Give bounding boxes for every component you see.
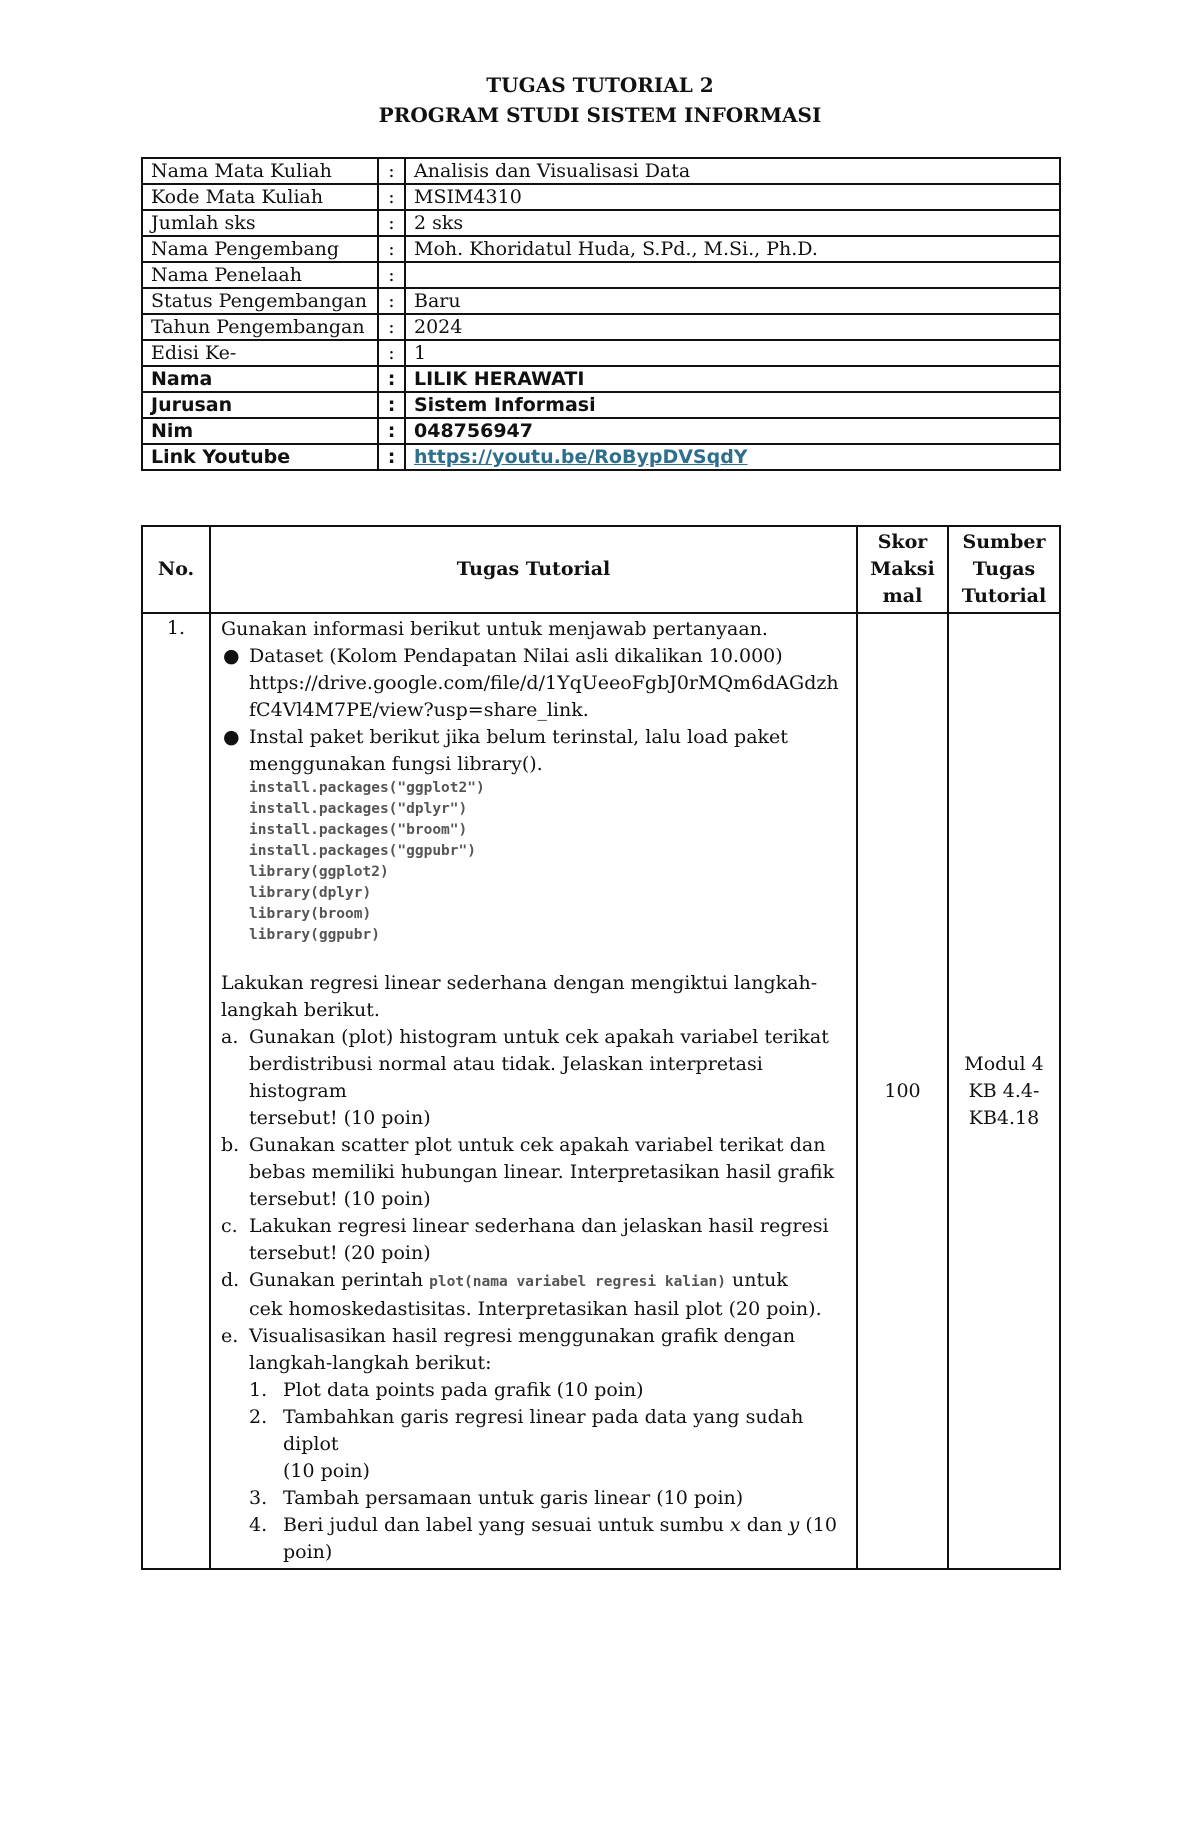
install-bullet — [221, 724, 848, 778]
code-line: library(ggpubr) — [249, 927, 380, 943]
steps-intro: Lakukan regresi linear sederhana dengan mengiktui langkah- — [221, 972, 818, 994]
step-c-line: Lakukan regresi linear sederhana dan jelaskan hasil regresi — [249, 1215, 829, 1237]
task-max-score: 100 — [857, 613, 948, 1569]
info-row-dev-year — [142, 314, 1060, 340]
step-e-4-pre: Beri judul dan label yang sesuai untuk sumbu — [283, 1514, 731, 1536]
info-row-edition — [142, 340, 1060, 366]
code-line: library(dplyr) — [249, 885, 372, 901]
info-colon: : — [378, 236, 405, 262]
step-e-line: langkah-langkah berikut: — [249, 1352, 492, 1374]
dataset-bullet — [221, 643, 848, 724]
header-source-line: Tutorial — [961, 585, 1047, 607]
info-value: 2 sks — [405, 210, 1060, 236]
task-intro: Gunakan informasi berikut untuk menjawab pertanyaan. — [221, 618, 768, 640]
info-colon: : — [378, 418, 405, 444]
step-a — [221, 1024, 848, 1132]
header-source-line: Sumber — [962, 531, 1046, 553]
info-row-developer — [142, 236, 1060, 262]
info-colon: : — [378, 210, 405, 236]
info-row-major — [142, 392, 1060, 418]
info-value: LILIK HERAWATI — [405, 366, 1060, 392]
step-marker: a. — [221, 1026, 239, 1048]
code-line: install.packages("ggpubr") — [249, 843, 476, 859]
info-row-dev-status — [142, 288, 1060, 314]
header-max-score-line: mal — [882, 585, 923, 607]
step-e-line: Visualisasikan hasil regresi menggunakan grafik dengan — [249, 1325, 796, 1347]
info-value: MSIM4310 — [405, 184, 1060, 210]
step-b-line: Gunakan scatter plot untuk cek apakah variabel terikat dan — [249, 1134, 826, 1156]
step-d-code: plot(nama variabel regresi kalian) — [429, 1274, 726, 1290]
dataset-url: https://drive.google.com/file/d/1YqUeeoFgbJ0rMQm6dAGdzh — [249, 672, 839, 694]
info-label: Nama Pengembang — [142, 236, 378, 262]
info-colon: : — [378, 444, 405, 470]
substep-marker: 4. — [249, 1514, 268, 1536]
info-value — [405, 262, 1060, 288]
info-colon: : — [378, 262, 405, 288]
info-colon: : — [378, 184, 405, 210]
header-max-score-line: Maksi — [870, 558, 935, 580]
bullet-icon: ● — [223, 726, 240, 748]
spacer — [221, 946, 848, 970]
info-label: Nim — [142, 418, 378, 444]
step-b-line: bebas memiliki hubungan linear. Interpretasikan hasil grafik — [249, 1161, 835, 1183]
step-e-4-line — [283, 1512, 848, 1539]
info-row-reviewer — [142, 262, 1060, 288]
step-c — [221, 1213, 848, 1267]
step-marker: d. — [221, 1269, 240, 1291]
info-row-credits — [142, 210, 1060, 236]
info-label: Nama — [142, 366, 378, 392]
title-line-1: TUGAS TUTORIAL 2 — [486, 73, 714, 97]
header-task: Tugas Tutorial — [210, 526, 857, 613]
install-text-cont: menggunakan fungsi library(). — [249, 753, 543, 775]
info-label: Edisi Ke- — [142, 340, 378, 366]
axis-y: y — [788, 1514, 800, 1536]
step-e — [221, 1323, 848, 1377]
step-e-2-line: Tambahkan garis regresi linear pada data yang sudah diplot — [283, 1406, 804, 1455]
info-colon: : — [378, 314, 405, 340]
task-number: 1. — [142, 613, 210, 1569]
info-colon: : — [378, 366, 405, 392]
info-row-course-code — [142, 184, 1060, 210]
step-d-line — [249, 1267, 848, 1296]
info-value: Baru — [405, 288, 1060, 314]
info-value: Sistem Informasi — [405, 392, 1060, 418]
info-value: 2024 — [405, 314, 1060, 340]
info-row-student-name — [142, 366, 1060, 392]
info-label: Status Pengembangan — [142, 288, 378, 314]
step-d-line: cek homoskedastisitas. Interpretasikan hasil plot (20 poin). — [249, 1298, 822, 1320]
header-source-line: Tugas — [972, 558, 1036, 580]
step-d-post: untuk — [725, 1269, 788, 1291]
task-source-line: Modul 4 — [964, 1052, 1044, 1075]
step-b — [221, 1132, 848, 1213]
info-row-youtube — [142, 444, 1060, 470]
step-e-3-line: Tambah persamaan untuk garis linear (10 poin) — [283, 1487, 744, 1509]
step-c-line: tersebut! (20 poin) — [249, 1242, 431, 1264]
code-line: install.packages("dplyr") — [249, 801, 468, 817]
install-text: Instal paket berikut jika belum terinstal, lalu load paket — [249, 726, 788, 748]
info-value: 1 — [405, 340, 1060, 366]
step-a-line: berdistribusi normal atau tidak. Jelaskan interpretasi histogram — [249, 1053, 763, 1102]
code-block — [221, 778, 848, 946]
task-row — [142, 613, 1060, 1569]
step-e-4-mid: dan — [740, 1514, 789, 1536]
step-e-2 — [221, 1404, 848, 1485]
step-e-4-line: poin) — [283, 1541, 333, 1563]
page-title — [0, 70, 1200, 130]
step-b-line: tersebut! (10 poin) — [249, 1188, 431, 1210]
info-colon: : — [378, 392, 405, 418]
step-a-line: tersebut! (10 poin) — [249, 1107, 431, 1129]
header-no: No. — [142, 526, 210, 613]
step-e-1 — [221, 1377, 848, 1404]
step-e-3 — [221, 1485, 848, 1512]
task-content — [210, 613, 857, 1569]
axis-x: x — [730, 1514, 741, 1536]
info-label: Nama Mata Kuliah — [142, 158, 378, 184]
info-colon: : — [378, 158, 405, 184]
course-info-table — [141, 157, 1061, 471]
info-value: 048756947 — [405, 418, 1060, 444]
step-a-line: Gunakan (plot) histogram untuk cek apakah variabel terikat — [249, 1026, 829, 1048]
info-colon: : — [378, 340, 405, 366]
dataset-url-cont: fC4Vl4M7PE/view?usp=share_link. — [249, 699, 589, 721]
info-label: Nama Penelaah — [142, 262, 378, 288]
step-e-4 — [221, 1512, 848, 1566]
task-source-line: KB 4.4- — [968, 1079, 1040, 1102]
dataset-text: Dataset (Kolom Pendapatan Nilai asli dikalikan 10.000) — [249, 645, 783, 667]
bullet-icon: ● — [223, 645, 240, 667]
code-line: library(broom) — [249, 906, 372, 922]
step-e-4-post: (10 — [799, 1514, 837, 1536]
info-label: Kode Mata Kuliah — [142, 184, 378, 210]
substep-marker: 3. — [249, 1487, 268, 1509]
header-max-score-line: Skor — [877, 531, 928, 553]
step-marker: b. — [221, 1134, 240, 1156]
info-value: Moh. Khoridatul Huda, S.Pd., M.Si., Ph.D. — [405, 236, 1060, 262]
steps-intro-cont: langkah berikut. — [221, 999, 380, 1021]
info-label: Tahun Pengembangan — [142, 314, 378, 340]
step-e-1-line: Plot data points pada grafik (10 poin) — [283, 1379, 644, 1401]
substep-marker: 2. — [249, 1406, 268, 1428]
step-d-pre: Gunakan perintah — [249, 1269, 430, 1291]
info-row-course-name — [142, 158, 1060, 184]
task-table-header-row — [142, 526, 1060, 613]
info-label: Jurusan — [142, 392, 378, 418]
step-marker: c. — [221, 1215, 238, 1237]
tutorial-task-table — [141, 525, 1061, 1570]
info-colon: : — [378, 288, 405, 314]
task-source-line: KB4.18 — [968, 1106, 1040, 1129]
code-line: library(ggplot2) — [249, 864, 389, 880]
task-source — [948, 613, 1060, 1569]
code-line: install.packages("ggplot2") — [249, 780, 485, 796]
substep-marker: 1. — [249, 1379, 268, 1401]
step-d — [221, 1267, 848, 1323]
info-value — [405, 444, 1060, 470]
info-row-student-id — [142, 418, 1060, 444]
info-value: Analisis dan Visualisasi Data — [405, 158, 1060, 184]
header-max-score — [857, 526, 948, 613]
step-marker: e. — [221, 1325, 239, 1347]
header-source — [948, 526, 1060, 613]
step-e-2-line: (10 poin) — [283, 1460, 370, 1482]
info-label: Link Youtube — [142, 444, 378, 470]
info-label: Jumlah sks — [142, 210, 378, 236]
code-line: install.packages("broom") — [249, 822, 468, 838]
youtube-link[interactable]: https://youtu.be/RoBypDVSqdY — [414, 446, 748, 468]
title-line-2: PROGRAM STUDI SISTEM INFORMASI — [378, 103, 822, 127]
